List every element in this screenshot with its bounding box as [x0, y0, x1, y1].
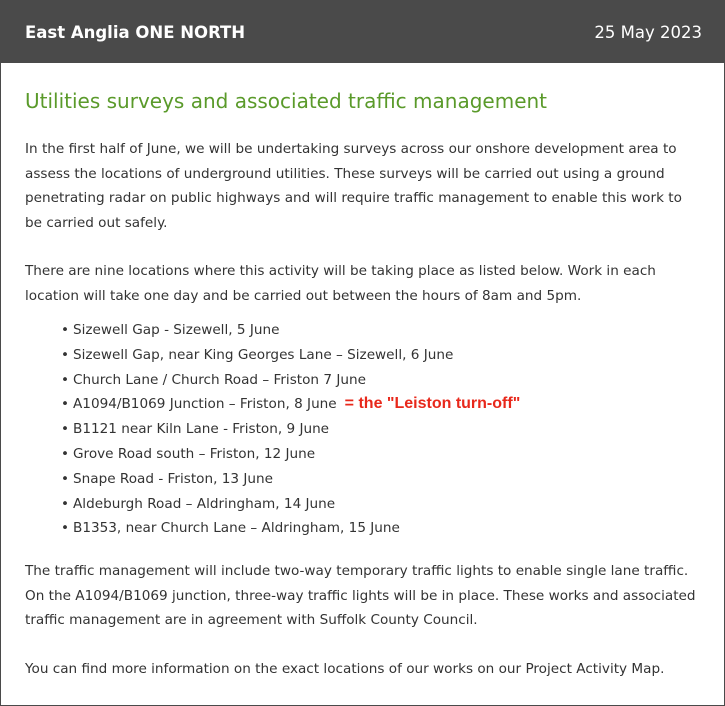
- location-text: Sizewell Gap - Sizewell, 5 June: [73, 322, 280, 338]
- bullet-icon: •: [61, 322, 70, 338]
- location-text: B1353, near Church Lane – Aldringham, 15 June: [73, 520, 400, 537]
- header-title: East Anglia ONE NORTH: [25, 22, 246, 42]
- list-item: [61, 467, 700, 492]
- article-body: [1, 63, 724, 681]
- location-text: A1094/B1069 Junction – Friston, 8 June: [73, 396, 337, 413]
- bullet-icon: •: [61, 421, 70, 438]
- bullet-icon: •: [61, 495, 70, 512]
- bullet-icon: •: [61, 346, 70, 363]
- traffic-management-paragraph: The traffic management will include two-way temporary traffic lights to enable single lane traffic. On the A1094/B1069 junction, three-way traffic lights will be in place. These works and associated traffic management are in agreement with Suffolk County Council.: [25, 563, 696, 629]
- intro-paragraph: In the first half of June, we will be undertaking surveys across our onshore development area to assess the locations of underground utilities. These surveys will be carried out using a ground penetrating radar on public highways and will require traffic management to enable this work to be carried out safely.: [25, 141, 682, 231]
- list-item: [61, 516, 700, 541]
- list-item: [61, 368, 700, 393]
- bullet-icon: •: [61, 371, 70, 388]
- location-text: Sizewell Gap, near King Georges Lane – Sizewell, 6 June: [73, 346, 454, 363]
- location-text: Snape Road - Friston, 13 June: [73, 470, 273, 487]
- bullet-icon: •: [61, 396, 70, 413]
- list-item: [61, 392, 700, 417]
- locations-list: [25, 318, 700, 541]
- list-item: [61, 492, 700, 517]
- header-date: 25 May 2023: [594, 22, 702, 42]
- header-bar: [1, 1, 724, 63]
- list-item: [61, 318, 700, 343]
- bullet-icon: •: [61, 445, 70, 462]
- article-heading: Utilities surveys and associated traffic management: [25, 89, 548, 113]
- bullet-icon: •: [61, 470, 70, 487]
- leiston-annotation: = the "Leiston turn-off": [344, 395, 521, 413]
- list-item: [61, 442, 700, 467]
- list-item: [61, 343, 700, 368]
- location-text: Church Lane / Church Road – Friston 7 June: [73, 371, 366, 388]
- location-text: Grove Road south – Friston, 12 June: [73, 445, 316, 462]
- location-text: B1121 near Kiln Lane - Friston, 9 June: [73, 421, 330, 438]
- locations-intro-paragraph: There are nine locations where this activity will be taking place as listed below. Work in each location will take one day and be carried out between the hours of 8am and 5pm.: [25, 263, 656, 304]
- list-item: [61, 417, 700, 442]
- bullet-icon: •: [61, 520, 70, 537]
- more-info-paragraph: You can find more information on the exact locations of our works on our Project Activity Map.: [25, 660, 665, 677]
- location-text: Aldeburgh Road – Aldringham, 14 June: [73, 495, 336, 512]
